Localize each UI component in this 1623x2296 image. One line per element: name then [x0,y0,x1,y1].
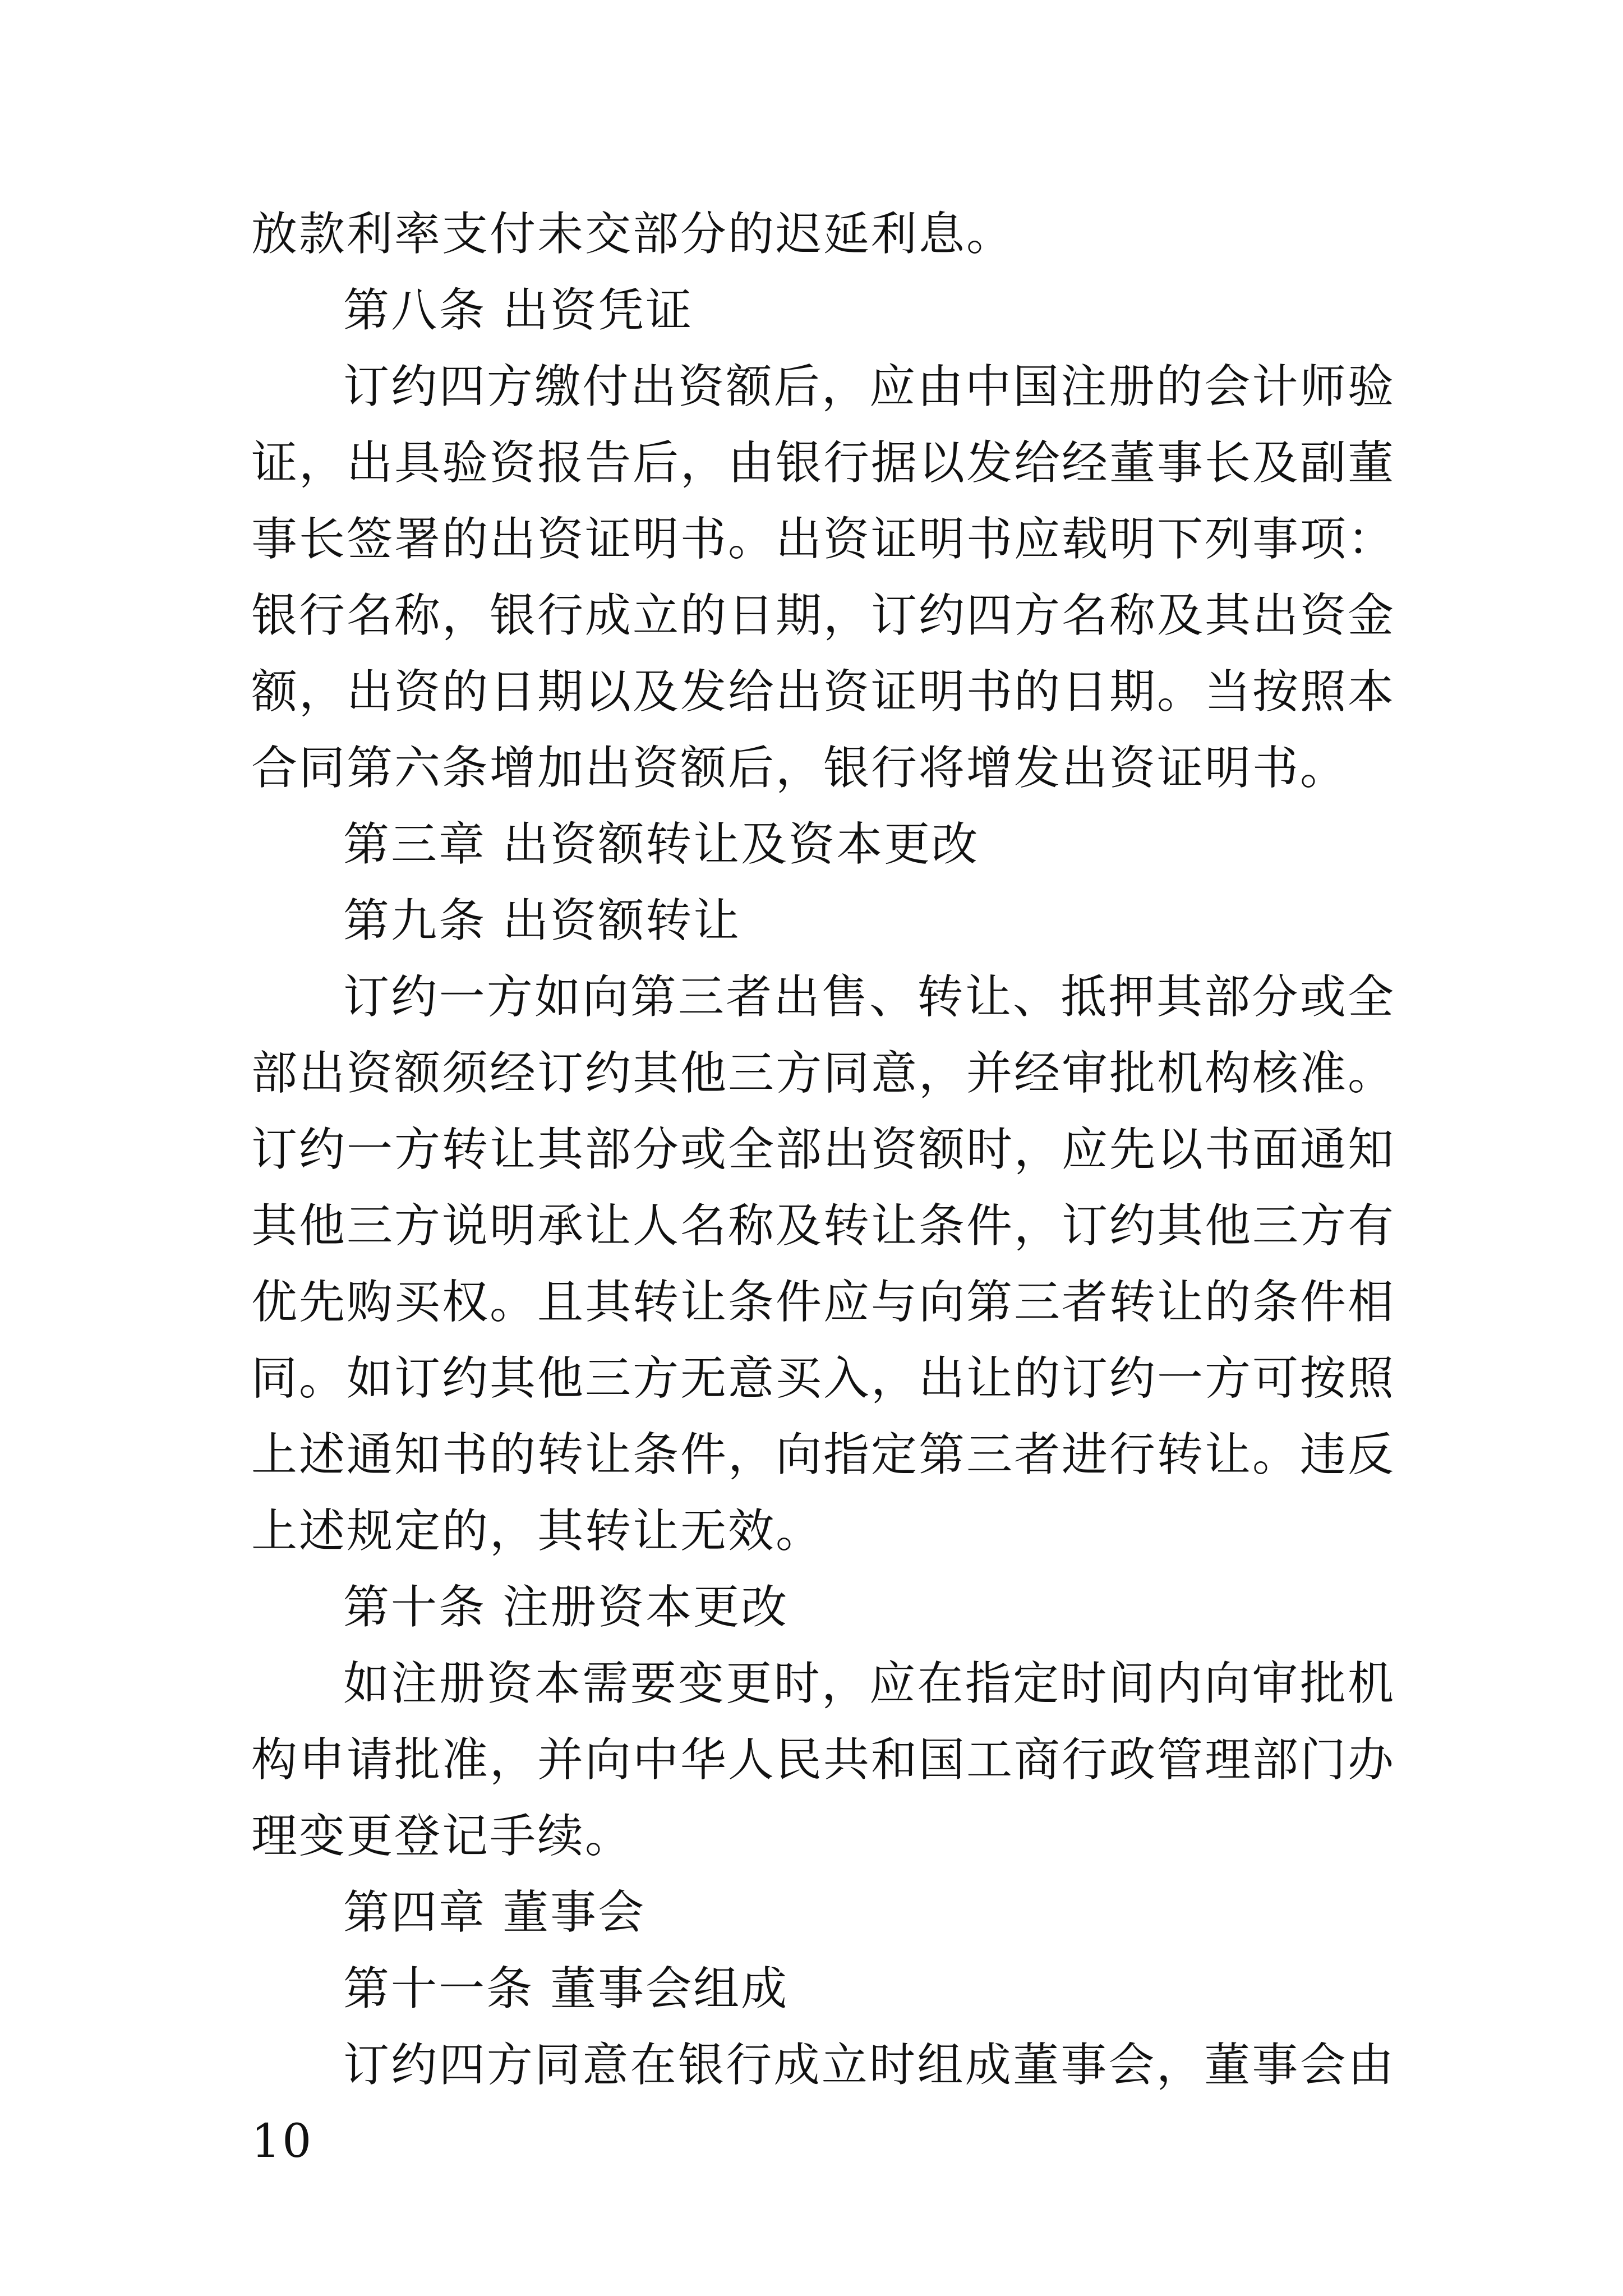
article-heading-8: 第八条 出资凭证 [343,284,694,337]
article-heading-11: 第十一条 董事会组成 [343,1962,789,2016]
paragraph-registered-capital-change: 如注册资本需要变更时，应在指定时间内向审批机构申请批准，并向中华人民共和国工商行政管理部门办理变更登记手续。 [251,1657,1396,1863]
chapter-heading-3: 第三章 出资额转让及资本更改 [343,818,980,871]
paragraph-capital-certificate: 订约四方缴付出资额后，应由中国注册的会计师验证，出具验资报告后，由银行据以发给经董事长及副董事长签署的出资证明书。出资证明书应载明下列事项：银行名称，银行成立的日期，订约四方名称及其出资金额，出资的日期以及发给出资证明书的日期。当按照本合同第六条增加出资额后，银行将增发出资证明书。 [251,360,1396,795]
paragraph-capital-transfer: 订约一方如向第三者出售、转让、抵押其部分或全部出资额须经订约其他三方同意，并经审批机构核准。订约一方转让其部分或全部出资额时，应先以书面通知其他三方说明承让人名称及转让条件，订约其他三方有优先购买权。且其转让条件应与向第三者转让的条件相同。如订约其他三方无意买入，出让的订约一方可按照上述通知书的转让条件，向指定第三者进行转让。违反上述规定的，其转让无效。 [251,970,1396,1558]
article-heading-9: 第九条 出资额转让 [343,894,741,947]
document-body [251,196,1395,2180]
chapter-heading-4: 第四章 董事会 [343,1886,646,1939]
article-heading-10: 第十条 注册资本更改 [343,1581,789,1634]
paragraph-board-composition: 订约四方同意在银行成立时组成董事会，董事会由10 [251,2039,1395,2168]
paragraph-continuation: 放款利率支付未交部分的迟延利息。 [251,208,1015,261]
